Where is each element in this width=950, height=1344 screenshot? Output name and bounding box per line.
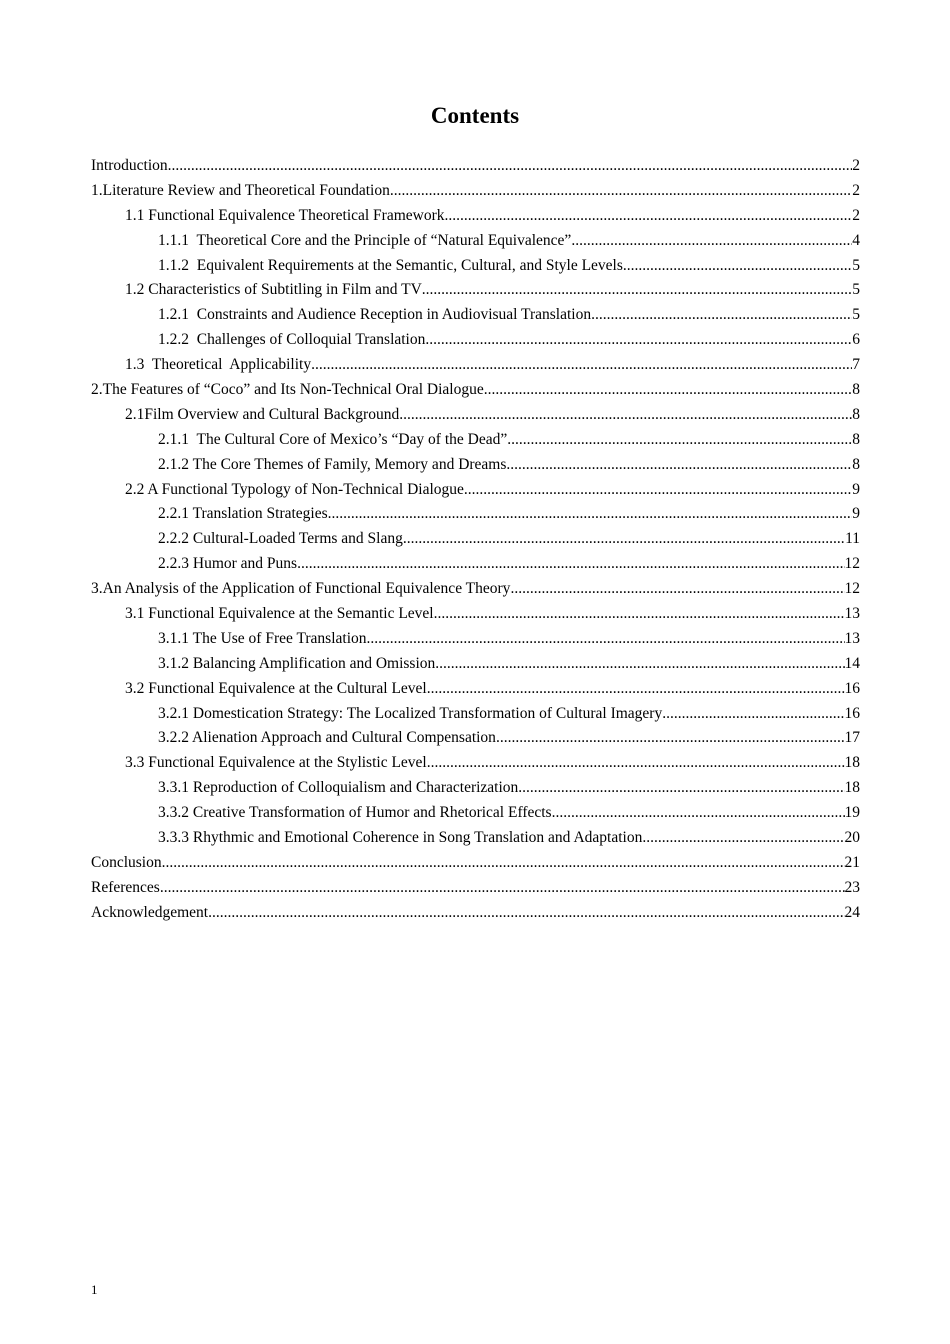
toc-entry-title: 3.3.1 Reproduction of Colloquialism and Characterization [158,779,519,797]
toc-dot-leader [434,602,845,627]
toc-entry-page: 6 [852,331,860,349]
toc-entry-page: 2 [852,181,860,199]
toc-entry-title: 1.2.1 Constraints and Audience Reception in Audiovisual Translation [158,306,592,324]
toc-dot-leader [427,751,845,776]
toc-entry-page: 2 [852,206,860,224]
toc-entry[interactable] [91,851,860,876]
toc-entry[interactable] [91,826,860,851]
toc-entry-page: 9 [852,505,860,523]
toc-dot-leader [623,254,852,279]
toc-entry[interactable] [91,353,860,378]
toc-dot-leader [464,478,852,503]
toc-entry[interactable] [91,677,860,702]
toc-entry[interactable] [91,801,860,826]
toc-entry-page: 7 [852,356,860,374]
toc-dot-leader [367,627,845,652]
table-of-contents [91,154,860,926]
toc-entry-title: 3.1 Functional Equivalence at the Semantic Level [125,605,434,623]
toc-dot-leader [642,826,844,851]
toc-entry-page: 23 [844,878,860,896]
toc-entry[interactable] [91,378,860,403]
toc-dot-leader [168,154,853,179]
toc-entry[interactable] [91,602,860,627]
toc-dot-leader [403,527,845,552]
toc-dot-leader [422,278,852,303]
toc-entry-title: 1.2.2 Challenges of Colloquial Translation [158,331,426,349]
toc-entry-title: 3.2.2 Alienation Approach and Cultural Compensation [158,729,496,747]
toc-entry[interactable] [91,453,860,478]
toc-entry[interactable] [91,229,860,254]
toc-entry-page: 13 [844,605,860,623]
toc-entry[interactable] [91,478,860,503]
toc-entry-page: 8 [852,455,860,473]
toc-entry-title: 3.2.1 Domestication Strategy: The Localized Transformation of Cultural Imagery [158,704,663,722]
toc-entry-title: 3.An Analysis of the Application of Functional Equivalence Theory [91,580,511,598]
toc-entry-title: 2.2.3 Humor and Puns [158,555,298,573]
toc-entry-page: 5 [852,306,860,324]
toc-dot-leader [591,303,852,328]
toc-dot-leader [506,453,852,478]
toc-entry[interactable] [91,154,860,179]
toc-dot-leader [328,502,853,527]
toc-entry-page: 20 [844,829,860,847]
toc-entry-title: 3.2 Functional Equivalence at the Cultural Level [125,679,427,697]
toc-entry-title: Conclusion [91,853,162,871]
toc-entry-page: 12 [844,580,860,598]
toc-entry[interactable] [91,278,860,303]
toc-entry-title: 2.2.1 Translation Strategies [158,505,328,523]
toc-entry[interactable] [91,179,860,204]
toc-entry[interactable] [91,702,860,727]
toc-entry-page: 24 [844,903,860,921]
toc-entry[interactable] [91,254,860,279]
toc-entry-title: 3.1.2 Balancing Amplification and Omission [158,654,436,672]
toc-entry-title: 1.2 Characteristics of Subtitling in Film and TV [125,281,422,299]
toc-dot-leader [510,577,844,602]
toc-dot-leader [399,403,852,428]
toc-entry-title: 1.1 Functional Equivalence Theoretical Framework [125,206,445,224]
toc-dot-leader [297,552,844,577]
toc-entry-page: 8 [852,430,860,448]
toc-dot-leader [571,229,852,254]
toc-entry[interactable] [91,876,860,901]
toc-dot-leader [390,179,852,204]
toc-entry-title: 3.3.3 Rhythmic and Emotional Coherence in Song Translation and Adaptation [158,829,643,847]
toc-entry-title: Introduction [91,157,168,174]
toc-entry[interactable] [91,303,860,328]
toc-entry-page: 18 [844,754,860,772]
toc-entry[interactable] [91,403,860,428]
toc-entry-page: 17 [844,729,860,747]
toc-dot-leader [518,776,844,801]
toc-entry-title: References [91,878,160,896]
toc-entry-page: 9 [852,480,860,498]
toc-dot-leader [552,801,845,826]
toc-entry-page: 4 [852,231,860,249]
toc-entry-page: 21 [844,853,860,871]
toc-entry[interactable] [91,328,860,353]
toc-entry-page: 13 [844,629,860,647]
toc-entry-title: 1.3 Theoretical Applicability [125,356,312,374]
toc-dot-leader [311,353,852,378]
toc-entry[interactable] [91,577,860,602]
toc-dot-leader [507,428,852,453]
toc-entry[interactable] [91,751,860,776]
toc-entry-page: 18 [844,779,860,797]
toc-entry-page: 5 [852,281,860,299]
toc-dot-leader [162,851,845,876]
toc-dot-leader [208,901,844,926]
toc-entry[interactable] [91,901,860,926]
toc-dot-leader [435,652,844,677]
toc-entry-page: 2 [852,157,860,174]
toc-dot-leader [445,204,853,229]
toc-entry[interactable] [91,552,860,577]
toc-entry-page: 5 [852,256,860,274]
toc-entry-page: 16 [844,704,860,722]
toc-entry[interactable] [91,726,860,751]
page-title: Contents [430,103,520,128]
toc-entry-title: 1.Literature Review and Theoretical Foundation [91,181,390,199]
toc-entry-title: 2.1.2 The Core Themes of Family, Memory and Dreams [158,455,507,473]
toc-entry-title: 1.1.1 Theoretical Core and the Principle of “Natural Equivalence” [158,231,572,249]
toc-entry-title: Acknowledgement [91,903,209,921]
toc-entry-title: 2.1Film Overview and Cultural Background [125,405,400,423]
toc-entry-title: 3.3 Functional Equivalence at the Stylistic Level [125,754,427,772]
toc-entry-page: 12 [844,555,860,573]
toc-entry-title: 2.2 A Functional Typology of Non-Technical Dialogue [125,480,464,498]
toc-dot-leader [496,726,845,751]
toc-dot-leader [425,328,852,353]
toc-entry-page: 11 [845,530,860,548]
toc-entry-page: 8 [852,381,860,399]
toc-entry[interactable] [91,428,860,453]
toc-dot-leader [160,876,845,901]
toc-entry-title: 2.The Features of “Coco” and Its Non-Technical Oral Dialogue [91,381,484,399]
toc-dot-leader [662,702,844,727]
toc-entry-page: 8 [852,405,860,423]
toc-entry-title: 3.1.1 The Use of Free Translation [158,629,367,647]
toc-entry[interactable] [91,527,860,552]
toc-dot-leader [484,378,853,403]
toc-entry-title: 2.2.2 Cultural-Loaded Terms and Slang [158,530,403,548]
toc-entry-title: 1.1.2 Equivalent Requirements at the Semantic, Cultural, and Style Levels [158,256,623,274]
toc-entry-title: 2.1.1 The Cultural Core of Mexico’s “Day of the Dead” [158,430,508,448]
toc-entry-title: 3.3.2 Creative Transformation of Humor and Rhetorical Effects [158,804,552,822]
toc-entry[interactable] [91,652,860,677]
page-number: 1 [91,1282,98,1297]
toc-entry-page: 19 [844,804,860,822]
toc-entry[interactable] [91,776,860,801]
toc-dot-leader [427,677,845,702]
toc-entry[interactable] [91,204,860,229]
toc-entry[interactable] [91,627,860,652]
toc-entry-page: 16 [844,679,860,697]
toc-entry[interactable] [91,502,860,527]
toc-entry-page: 14 [844,654,860,672]
